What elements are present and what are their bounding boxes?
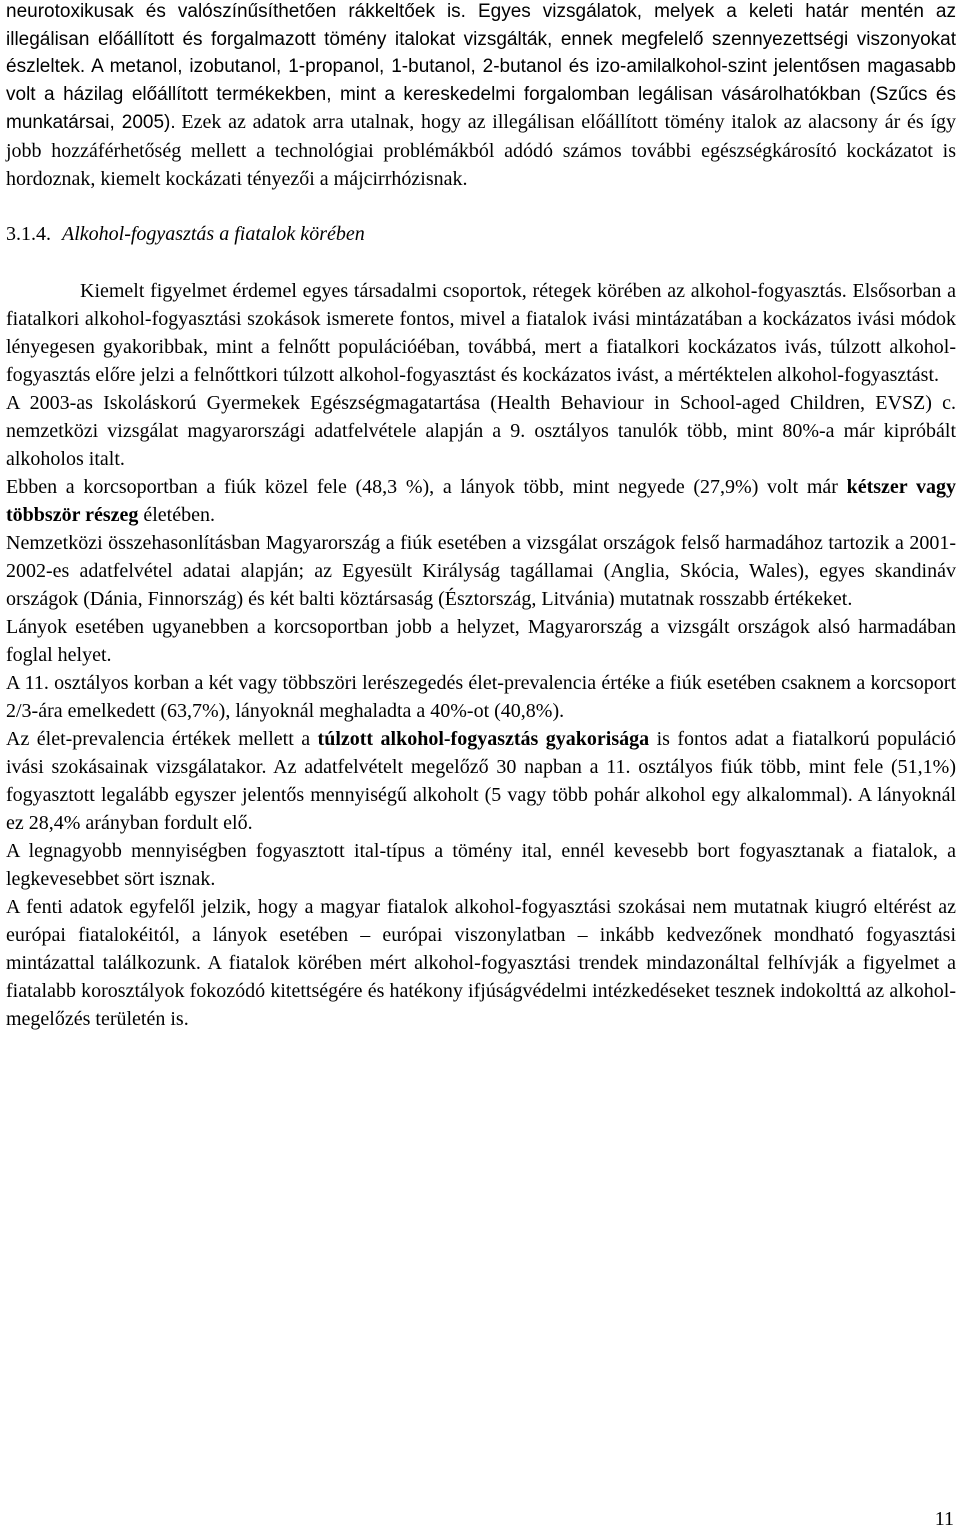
intro-serif-text: Ezek az adatok arra utalnak, hogy az illegálisan előállított tömény italok az alacsony ár és így jobb hozzáférhetőség mellett a technológiai problémákból adódó számos további egészségkárosító kockázatot is hordoznak, kiemelt kockázati tényezői a májcirrhózisnak. bbox=[6, 111, 956, 190]
page-number: 11 bbox=[934, 1508, 954, 1530]
paragraph-text: Az élet-prevalencia értékek mellett a bbox=[6, 727, 318, 750]
bold-emphasis: túlzott alkohol-fogyasztás gyakorisága bbox=[317, 727, 650, 750]
body-paragraph: Kiemelt figyelmet érdemel egyes társadalmi csoportok, rétegek körében az alkohol-fogyasztás. Elsősorban a fiatalkori alkohol-fogyasztási szokások ismerete fontos, mivel a fiatalok ivási mintázatában a kockázatos ivási módok lényegesen gyakoribbak, mint a felnőtt populációéban, továbbá, mert a fiatalkori kockázatos ivás, túlzott alkohol-fogyasztás előre jelzi a felnőttkori túlzott alkohol-fogyasztást és kockázatos ivást, a mértéktelen alkohol-fogyasztást. bbox=[6, 279, 956, 386]
section-number: 3.1.4. bbox=[6, 222, 51, 245]
paragraph-text: is fontos adat a fiatalkorú populáció ivási szokásainak vizsgálatakor. Az adatfelvételt megelőző 30 napban a 11. osztályos fiúk több, mint fele (51,1%) fogyasztott legalább egyszer jelentős mennyiségű alkoholt (5 vagy több pohár alkohol egy alkalommal). A lányoknál ez 28,4% arányban fordult elő. bbox=[6, 727, 956, 834]
body-paragraph: A 11. osztályos korban a két vagy többszöri lerészegedés élet-prevalencia értéke a fiúk esetében csaknem a korcsoport 2/3-ára emelkedett (63,7%), lányoknál meghaladta a 40%-ot (40,8%). bbox=[6, 671, 956, 722]
intro-sans-text: neurotoxikusak és valószínűsíthetően rákkeltőek is. Egyes vizsgálatok, melyek a keleti határ mentén az illegálisan előállított és forgalmazott tömény italokat vizsgálták, ennek megfelelő szennyezettségi viszonyokat észleltek. A metanol, izobutanol, 1-propanol, 1-butanol, 2-butanol és izo-amilalkohol-szint jelentősen magasabb volt a házilag előállított termékekben, mint a kereskedelmi forgalomban legálisan vásárolhatókban (Szűcs és munkatársai, 2005). bbox=[6, 1, 956, 133]
section-title: Alkohol-fogyasztás a fiatalok körében bbox=[62, 222, 365, 245]
body-paragraph: A 2003-as Iskoláskorú Gyermekek Egészségmagatartása (Health Behaviour in School-aged Children, EVSZ) c. nemzetközi vizsgálat magyarországi adatfelvétele alapján a 9. osztályos tanulók több, mint 80%-a már kipróbált alkoholos italt. bbox=[6, 391, 956, 470]
body-paragraph bbox=[6, 725, 956, 837]
paragraph-text: Ebben a korcsoportban a fiúk közel fele (48,3 %), a lányok több, mint negyede (27,9%) volt már bbox=[6, 475, 847, 498]
body-paragraph: Nemzetközi összehasonlításban Magyarország a fiúk esetében a vizsgálat országok felső harmadához tartozik a 2001-2002-es adatfelvétel adatai alapján; az Egyesült Királyság tagállamai (Anglia, Skócia, Wales), egyes skandináv országok (Dánia, Finnország) és két balti köztársaság (Észtország, Litvánia) mutatnak rosszabb értékeket. bbox=[6, 531, 956, 610]
section-heading bbox=[6, 220, 956, 248]
body-paragraph: A fenti adatok egyfelől jelzik, hogy a magyar fiatalok alkohol-fogyasztási szokásai nem mutatnak kiugró eltérést az európai fiatalokéitól, a lányok esetében – európai viszonylatban – inkább kedvezőnek mondható fogyasztási mintázattal találkozunk. A fiatalok körében mért alkohol-fogyasztási trendek mindazonáltal felhívják a figyelmet a fiatalabb korosztályok fokozódó kitettségére és hatékony ifjúságvédelmi intézkedéseket tesznek indokolttá az alkohol-megelőzés területén is. bbox=[6, 895, 956, 1030]
bold-emphasis: kétszer vagy többször részeg bbox=[6, 475, 956, 526]
body-paragraph: Lányok esetében ugyanebben a korcsoportban jobb a helyzet, Magyarország a vizsgált országok alsó harmadában foglal helyet. bbox=[6, 615, 956, 666]
intro-paragraph bbox=[6, 0, 956, 193]
paragraph-text: életében. bbox=[138, 503, 215, 526]
document-page bbox=[6, 0, 956, 1033]
body-paragraph bbox=[6, 473, 956, 529]
body-paragraph: A legnagyobb mennyiségben fogyasztott ital-típus a tömény ital, ennél kevesebb bort fogyasztanak a fiatalok, a legkevesebbet sört isznak. bbox=[6, 839, 956, 890]
